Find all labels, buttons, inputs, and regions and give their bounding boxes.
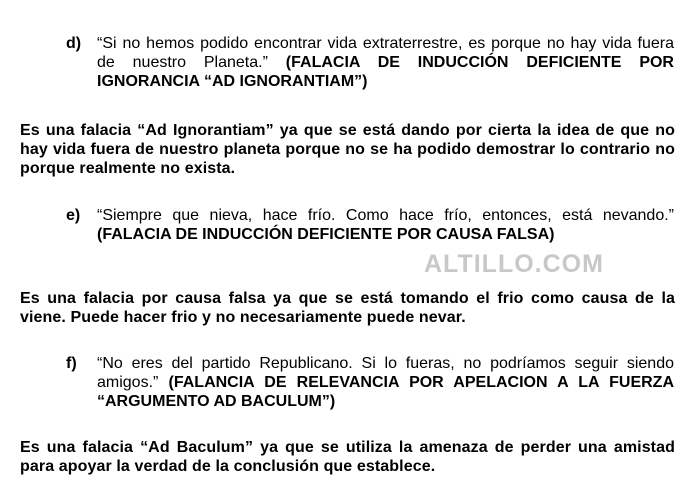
fallacy-label: (FALANCIA DE RELEVANCIA POR APELACION A LA FUERZA “ARGUMENTO AD BACULUM”) xyxy=(97,374,674,410)
item-text xyxy=(97,354,674,411)
item-quote: “Si no hemos podido encontrar vida extraterrestre, es porque no hay vida fuera de nuestro Planeta.” xyxy=(97,35,674,71)
explanation-paragraph: Es una falacia “Ad Baculum” ya que se utiliza la amenaza de perder una amistad para apoyar la verdad de la conclusión que establece. xyxy=(20,439,675,475)
item-quote: “No eres del partido Republicano. Si lo fueras, no podríamos seguir siendo amigos.” xyxy=(97,355,674,391)
list-item-f xyxy=(66,354,674,411)
item-marker: e) xyxy=(66,207,81,224)
fallacy-label: (FALACIA DE INDUCCIÓN DEFICIENTE POR CAUSA FALSA) xyxy=(97,226,555,243)
list-item-d xyxy=(66,34,674,91)
fallacy-label: (FALACIA DE INDUCCIÓN DEFICIENTE POR IGNORANCIA “AD IGNORANTIAM”) xyxy=(97,54,674,90)
watermark: ALTILLO.COM xyxy=(424,250,604,278)
item-marker: d) xyxy=(66,35,82,52)
item-marker: f) xyxy=(66,355,77,372)
item-text xyxy=(97,34,674,91)
list-item-e xyxy=(66,206,674,244)
item-text xyxy=(97,206,674,244)
explanation-paragraph: Es una falacia por causa falsa ya que se está tomando el frio como causa de la viene. Puede hacer frio y no necesariamente puede nevar. xyxy=(20,290,675,326)
explanation-paragraph: Es una falacia “Ad Ignorantiam” ya que se está dando por cierta la idea de que no hay vida fuera de nuestro planeta porque no se ha podido demostrar lo contrario no porque realmente no exista. xyxy=(20,122,675,177)
item-quote: “Siempre que nieva, hace frío. Como hace frío, entonces, está nevando.” xyxy=(97,207,674,224)
